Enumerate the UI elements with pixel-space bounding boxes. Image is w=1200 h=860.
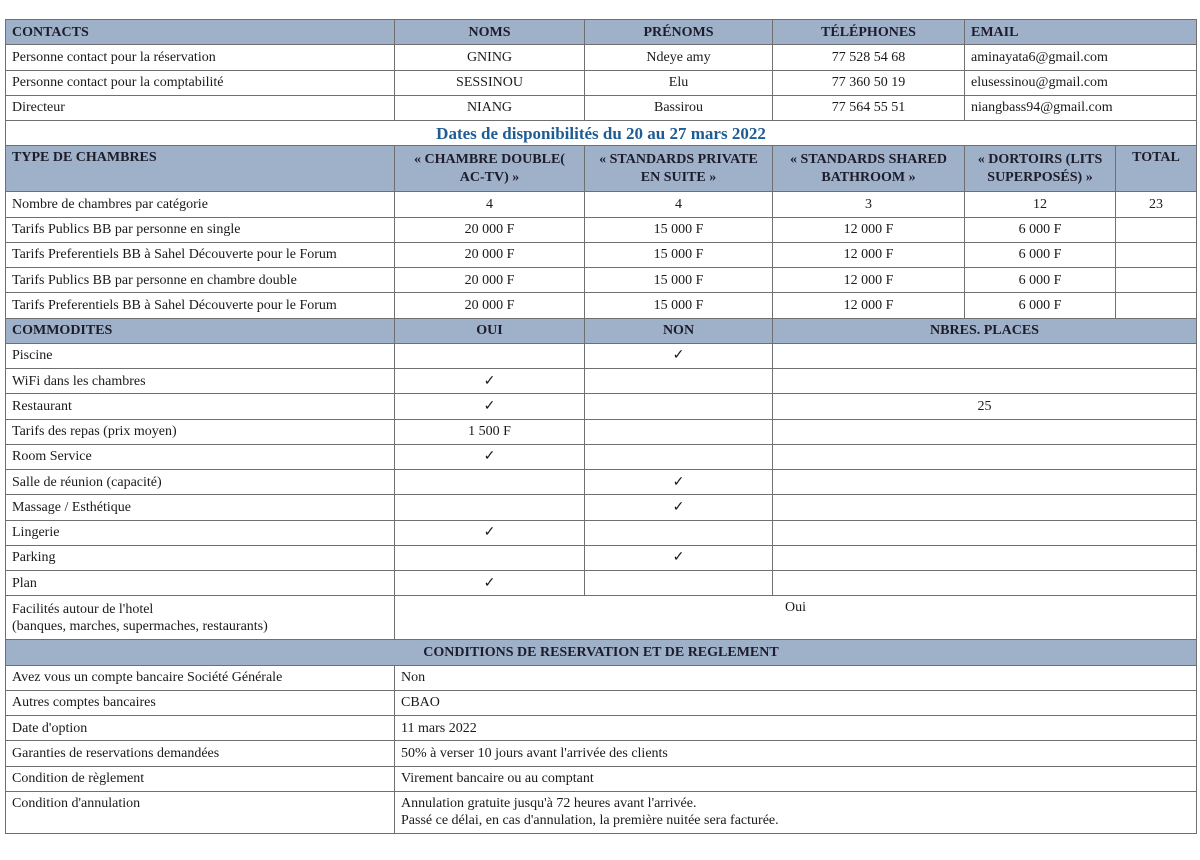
condition-value: Non <box>395 665 1197 690</box>
contact-prenom: Ndeye amy <box>585 45 773 70</box>
amenity-places <box>773 470 1197 495</box>
contact-row <box>6 70 1197 95</box>
condition-value: 50% à verser 10 jours avant l'arrivée des clients <box>395 741 1197 766</box>
facilities-value: Oui <box>395 596 1197 640</box>
amenity-oui: ✓ <box>395 369 585 394</box>
facilities-label-line1: Facilités autour de l'hotel <box>12 601 154 617</box>
room-value: 15 000 F <box>585 268 773 293</box>
amenity-places <box>773 419 1197 444</box>
amenity-non <box>585 520 773 545</box>
room-value: 20 000 F <box>395 242 585 267</box>
room-total <box>1116 268 1197 293</box>
room-total <box>1116 242 1197 267</box>
amenity-oui <box>395 495 585 520</box>
amenity-oui <box>395 470 585 495</box>
contact-email: aminayata6@gmail.com <box>965 45 1197 70</box>
room-value: 12 000 F <box>773 217 965 242</box>
amenity-non <box>585 419 773 444</box>
amenity-places <box>773 571 1197 596</box>
contact-role: Directeur <box>6 95 395 120</box>
room-value: 20 000 F <box>395 293 585 318</box>
amenity-places <box>773 343 1197 368</box>
contacts-header: CONTACTS <box>6 20 395 45</box>
contact-nom: GNING <box>395 45 585 70</box>
amenity-oui <box>395 343 585 368</box>
amenity-row <box>6 495 1197 520</box>
room-row <box>6 293 1197 318</box>
amenity-row <box>6 394 1197 419</box>
amenity-label: Tarifs des repas (prix moyen) <box>6 419 395 444</box>
room-value: 12 000 F <box>773 268 965 293</box>
availability-title: Dates de disponibilités du 20 au 27 mars 2022 <box>6 121 1197 146</box>
contact-email: elusessinou@gmail.com <box>965 70 1197 95</box>
amenity-row <box>6 470 1197 495</box>
amenity-label: WiFi dans les chambres <box>6 369 395 394</box>
cancellation-row <box>6 791 1197 833</box>
condition-label: Avez vous un compte bancaire Société Générale <box>6 665 395 690</box>
amenity-non: ✓ <box>585 495 773 520</box>
condition-row <box>6 665 1197 690</box>
contact-row <box>6 45 1197 70</box>
amenity-places <box>773 495 1197 520</box>
conditions-header-row <box>6 640 1197 665</box>
room-row-label: Tarifs Publics BB par personne en single <box>6 217 395 242</box>
amenity-label: Lingerie <box>6 520 395 545</box>
room-value: 15 000 F <box>585 293 773 318</box>
amenity-row <box>6 520 1197 545</box>
room-value: 15 000 F <box>585 217 773 242</box>
room-value: 15 000 F <box>585 242 773 267</box>
email-header: EMAIL <box>965 20 1197 45</box>
room-category-header: « STANDARDS SHARED BATHROOM » <box>773 146 965 192</box>
amenity-label: Massage / Esthétique <box>6 495 395 520</box>
contact-role: Personne contact pour la réservation <box>6 45 395 70</box>
amenity-label: Parking <box>6 545 395 570</box>
amenity-non <box>585 394 773 419</box>
hotel-info-table <box>5 19 1197 834</box>
contact-nom: SESSINOU <box>395 70 585 95</box>
amenity-label: Plan <box>6 571 395 596</box>
condition-label: Condition de règlement <box>6 766 395 791</box>
room-row <box>6 217 1197 242</box>
amenity-row <box>6 369 1197 394</box>
amenity-places <box>773 444 1197 469</box>
amenities-header: COMMODITES <box>6 318 395 343</box>
amenity-row <box>6 444 1197 469</box>
room-value: 12 <box>965 192 1116 217</box>
amenity-oui: 1 500 F <box>395 419 585 444</box>
amenity-non: ✓ <box>585 343 773 368</box>
total-header: TOTAL <box>1116 146 1197 192</box>
amenity-non: ✓ <box>585 470 773 495</box>
room-value: 20 000 F <box>395 217 585 242</box>
contact-email: niangbass94@gmail.com <box>965 95 1197 120</box>
amenity-oui <box>395 545 585 570</box>
conditions-header: CONDITIONS DE RESERVATION ET DE REGLEMENT <box>6 640 1197 665</box>
room-value: 4 <box>395 192 585 217</box>
room-category-header: « DORTOIRS (LITS SUPERPOSÉS) » <box>965 146 1116 192</box>
contact-nom: NIANG <box>395 95 585 120</box>
amenity-oui: ✓ <box>395 520 585 545</box>
room-value: 6 000 F <box>965 293 1116 318</box>
room-value: 12 000 F <box>773 242 965 267</box>
cancellation-label: Condition d'annulation <box>6 791 395 833</box>
room-total: 23 <box>1116 192 1197 217</box>
condition-row <box>6 716 1197 741</box>
room-category-header: « STANDARDS PRIVATE EN SUITE » <box>585 146 773 192</box>
room-category-header: « CHAMBRE DOUBLE( AC-TV) » <box>395 146 585 192</box>
contacts-header-row <box>6 20 1197 45</box>
amenity-places <box>773 520 1197 545</box>
availability-row <box>6 121 1197 146</box>
condition-label: Autres comptes bancaires <box>6 690 395 715</box>
oui-header: OUI <box>395 318 585 343</box>
places-header: NBRES. PLACES <box>773 318 1197 343</box>
contact-prenom: Elu <box>585 70 773 95</box>
room-row <box>6 268 1197 293</box>
amenity-places <box>773 369 1197 394</box>
rooms-header-row <box>6 146 1197 192</box>
room-value: 4 <box>585 192 773 217</box>
contact-prenom: Bassirou <box>585 95 773 120</box>
contact-role: Personne contact pour la comptabilité <box>6 70 395 95</box>
room-row-label: Tarifs Publics BB par personne en chambre double <box>6 268 395 293</box>
room-value: 6 000 F <box>965 217 1116 242</box>
facilities-row <box>6 596 1197 640</box>
amenity-oui: ✓ <box>395 571 585 596</box>
amenity-label: Piscine <box>6 343 395 368</box>
room-value: 6 000 F <box>965 242 1116 267</box>
condition-row <box>6 741 1197 766</box>
cancellation-line1: Annulation gratuite jusqu'à 72 heures avant l'arrivée. <box>401 795 697 811</box>
amenity-non: ✓ <box>585 545 773 570</box>
condition-row <box>6 690 1197 715</box>
contact-telephone: 77 360 50 19 <box>773 70 965 95</box>
room-type-header: TYPE DE CHAMBRES <box>6 146 395 192</box>
room-row-label: Tarifs Preferentiels BB à Sahel Découverte pour le Forum <box>6 242 395 267</box>
room-total <box>1116 217 1197 242</box>
contact-telephone: 77 528 54 68 <box>773 45 965 70</box>
room-row-label: Tarifs Preferentiels BB à Sahel Découverte pour le Forum <box>6 293 395 318</box>
amenity-oui: ✓ <box>395 444 585 469</box>
condition-value: CBAO <box>395 690 1197 715</box>
room-value: 12 000 F <box>773 293 965 318</box>
amenities-header-row <box>6 318 1197 343</box>
prenoms-header: PRÉNOMS <box>585 20 773 45</box>
contact-telephone: 77 564 55 51 <box>773 95 965 120</box>
amenity-places: 25 <box>773 394 1197 419</box>
condition-value: Virement bancaire ou au comptant <box>395 766 1197 791</box>
telephones-header: TÉLÉPHONES <box>773 20 965 45</box>
amenity-label: Restaurant <box>6 394 395 419</box>
amenity-row <box>6 419 1197 444</box>
amenity-non <box>585 369 773 394</box>
amenity-non <box>585 444 773 469</box>
facilities-label <box>6 596 395 640</box>
noms-header: NOMS <box>395 20 585 45</box>
non-header: NON <box>585 318 773 343</box>
amenity-label: Room Service <box>6 444 395 469</box>
amenity-oui: ✓ <box>395 394 585 419</box>
room-row-label: Nombre de chambres par catégorie <box>6 192 395 217</box>
cancellation-line2: Passé ce délai, en cas d'annulation, la première nuitée sera facturée. <box>401 812 779 828</box>
amenity-label: Salle de réunion (capacité) <box>6 470 395 495</box>
room-value: 20 000 F <box>395 268 585 293</box>
room-value: 3 <box>773 192 965 217</box>
amenity-places <box>773 545 1197 570</box>
condition-label: Garanties de reservations demandées <box>6 741 395 766</box>
facilities-label-line2: (banques, marches, supermaches, restaurants) <box>12 618 268 634</box>
room-value: 6 000 F <box>965 268 1116 293</box>
amenity-row <box>6 571 1197 596</box>
condition-label: Date d'option <box>6 716 395 741</box>
room-row <box>6 242 1197 267</box>
room-total <box>1116 293 1197 318</box>
contact-row <box>6 95 1197 120</box>
room-row <box>6 192 1197 217</box>
cancellation-value <box>395 791 1197 833</box>
amenity-row <box>6 545 1197 570</box>
condition-value: 11 mars 2022 <box>395 716 1197 741</box>
amenity-row <box>6 343 1197 368</box>
amenity-non <box>585 571 773 596</box>
condition-row <box>6 766 1197 791</box>
